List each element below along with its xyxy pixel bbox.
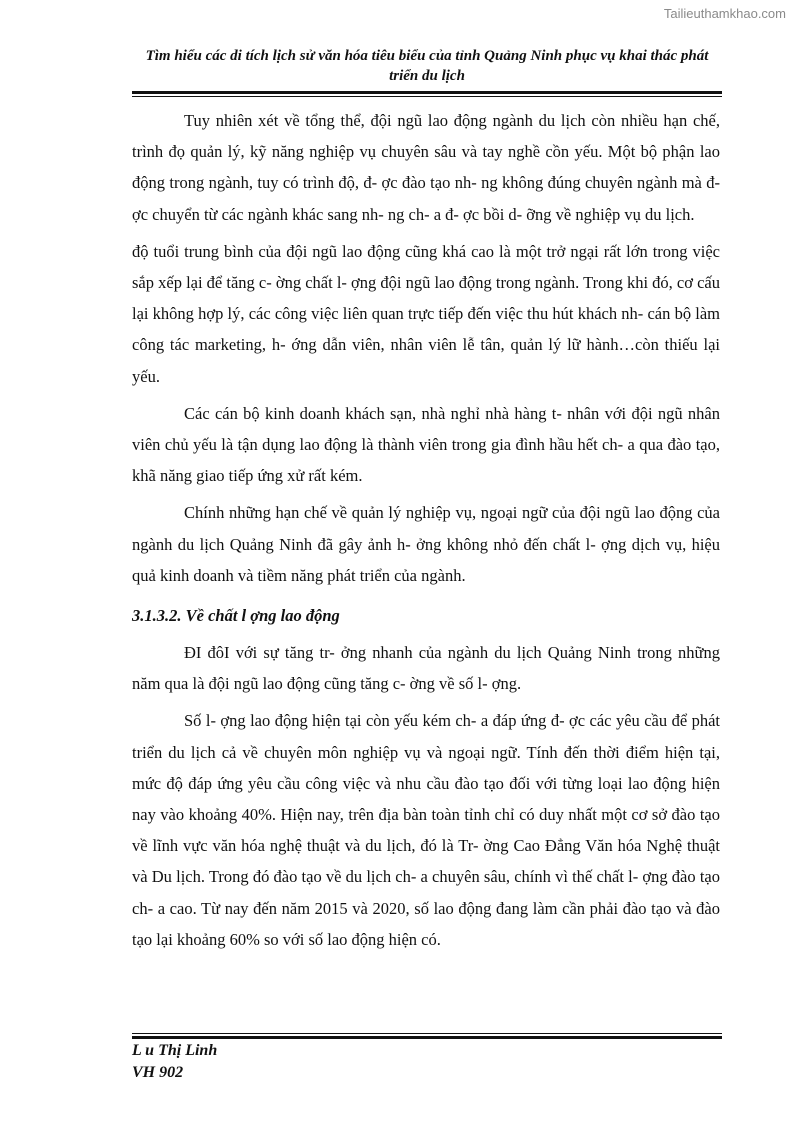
page-header-title: Tìm hiểu các di tích lịch sử văn hóa tiêu biểu của tỉnh Quảng Ninh phục vụ khai thác phát triển du lịch <box>145 48 709 84</box>
section-heading: 3.1.3.2. Về chất l ợng lao động <box>132 606 340 626</box>
watermark: Tailieuthamkhao.com <box>663 6 786 21</box>
footer-class-code: VH 902 <box>132 1064 184 1081</box>
footer-rule-thick <box>132 1036 722 1039</box>
footer-rule-thin <box>132 1033 722 1034</box>
page-footer <box>132 1040 217 1084</box>
paragraph-5: ĐI đôI với sự tăng tr- ởng nhanh của ngành du lịch Quảng Ninh trong những năm qua là đội ngũ lao động cũng tăng c- ờng về số l- ợng. <box>132 643 720 694</box>
document-body <box>132 105 720 959</box>
paragraph-3: Các cán bộ kinh doanh khách sạn, nhà nghỉ nhà hàng t- nhân với đội ngũ nhân viên chủ yếu là tận dụng lao động là thành viên trong gia đình hầu hết ch- a qua đào tạo, khã năng giao tiếp ứng xử rất kém. <box>132 403 720 486</box>
header-rule-thick <box>132 91 722 94</box>
header-rule-thin <box>132 96 722 97</box>
footer-author: L u Thị Linh <box>132 1042 218 1059</box>
paragraph-6: Số l- ợng lao động hiện tại còn yếu kém ch- a đáp ứng đ- ợc các yêu cầu để phát triển du lịch cả về chuyên môn nghiệp vụ và ngoại ngữ. Tính đến thời điểm hiện tại, mức độ đáp ứng yêu cầu công việc và nhu cầu đào tạo đối với từng loại lao động hiện nay vào khoảng 40%. Hiện nay, trên địa bàn toàn tỉnh chỉ có duy nhất một cơ sở đào tạo về lĩnh vực văn hóa nghệ thuật và du lịch, đó là Tr- ờng Cao Đẳng Văn hóa Nghệ thuật và Du lịch. Trong đó đào tạo về du lịch ch- a chuyên sâu, chính vì thế chất l- ợng đào tạo ch- a cao. Từ nay đến năm 2015 và 2020, số lao động đang làm cần phải đào tạo và đào tạo lại khoảng 60% so với số lao động hiện có. <box>132 711 720 949</box>
paragraph-2: độ tuổi trung bình của đội ngũ lao động cũng khá cao là một trở ngại rất lớn trong việc sắp xếp lại để tăng c- ờng chất l- ợng đội ngũ lao động trong ngành. Trong khi đó, cơ cấu lại không hợp lý, các công việc liên quan trực tiếp đến việc thu hút khách nh- cán bộ làm công tác marketing, h- ớng dẫn viên, nhân viên lễ tân, quản lý lữ hành…còn thiếu lại yếu. <box>132 241 720 386</box>
paragraph-1: Tuy nhiên xét về tổng thể, đội ngũ lao động ngành du lịch còn nhiều hạn chế, trình đọ quản lý, kỹ năng nghiệp vụ chuyên sâu và tay nghề cồn yếu. Một bộ phận lao động trong ngành, tuy có trình độ, đ- ợc đào tạo nh- ng không đúng chuyên ngành mà đ- ợc chuyển từ các ngành khác sang nh- ng ch- a đ- ợc bồi d- ỡng về nghiệp vụ du lịch. <box>132 111 720 224</box>
paragraph-4: Chính những hạn chế về quản lý nghiệp vụ, ngoại ngữ của đội ngũ lao động của ngành du lịch Quảng Ninh đã gây ảnh h- ởng không nhỏ đến chất l- ợng dịch vụ, hiệu quả kinh doanh và tiềm năng phát triển của ngành. <box>132 503 720 585</box>
